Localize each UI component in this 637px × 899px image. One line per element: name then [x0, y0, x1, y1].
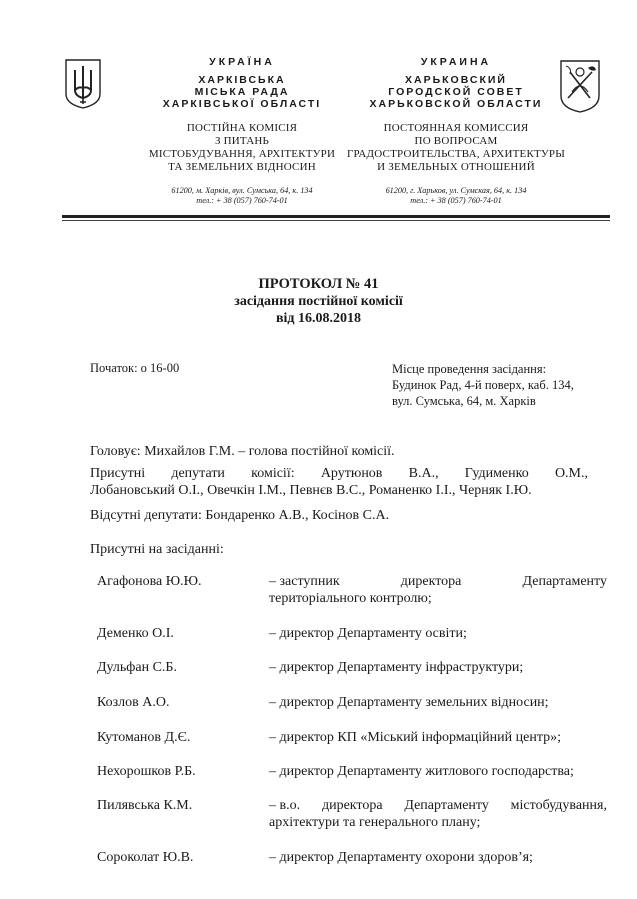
kharkiv-coat-of-arms-icon — [558, 58, 602, 114]
attendee-name: Кутоманов Д.Є. — [97, 730, 191, 745]
attendee-name: Агафонова Ю.Ю. — [97, 574, 202, 589]
attendee-name: Козлов А.О. — [97, 695, 170, 710]
attendee-role: – директор Департаменту житлового господарства; — [269, 764, 574, 779]
document-title — [0, 276, 637, 327]
country-name-ua: УКРАЇНА — [209, 56, 275, 68]
start-time: Початок: о 16-00 — [90, 361, 180, 375]
header-ukrainian — [132, 56, 352, 206]
attendees-heading: Присутні на засіданні: — [90, 542, 224, 557]
present-deputies-line2: Лобановський О.І., Овечкін І.М., Певнєв В.С., Романенко І.І., Черняк І.Ю. — [90, 483, 532, 498]
address-ru: 61200, г. Харьков, ул. Сумская, 64, к. 134 тел.: + 38 (057) 760-74-01 — [385, 186, 527, 205]
attendee-name: Нехорошков Р.Б. — [97, 764, 196, 779]
attendee-name: Дульфан С.Б. — [97, 660, 177, 675]
absent-deputies: Відсутні депутати: Бондаренко А.В., Косінов С.А. — [90, 508, 390, 523]
protocol-date: від 16.08.2018 — [275, 311, 362, 326]
attendee-role: – директор Департаменту земельних відносин; — [269, 695, 549, 710]
header-divider-thick — [62, 215, 610, 218]
protocol-subtitle: засідання постійної комісії — [234, 294, 403, 309]
present-deputies-line1: Присутні депутати комісії: Арутюнов В.А., Гудименко О.М., — [90, 466, 588, 481]
country-name-ru: УКРАИНА — [420, 56, 492, 68]
attendee-role: – директор Департаменту охорони здоров’я; — [269, 850, 533, 865]
header-russian — [346, 56, 566, 206]
council-name-ua: ХАРКІВСЬКА МІСЬКА РАДА ХАРКІВСЬКОЇ ОБЛАСТІ — [162, 74, 322, 110]
chair-line: Головує: Михайлов Г.М. – голова постійної комісії. — [90, 444, 395, 459]
protocol-number: ПРОТОКОЛ № 41 — [258, 276, 379, 292]
attendee-role-continued: архітектури та генерального плану; — [269, 815, 481, 830]
address-ua: 61200, м. Харків, вул. Сумська, 64, к. 134 тел.: + 38 (057) 760-74-01 — [171, 186, 313, 205]
meeting-venue: Місце проведення засідання: Будинок Рад, 4-й поверх, каб. 134, вул. Сумська, 64, м. Харків — [392, 362, 574, 408]
commission-name-ru: ПОСТОЯННАЯ КОМИССИЯ ПО ВОПРОСАМ ГРАДОСТРОИТЕЛЬСТВА, АРХИТЕКТУРЫ И ЗЕМЕЛЬНЫХ ОТНОШЕНИЙ — [346, 122, 566, 173]
attendee-role: – в.о. директора Департаменту містобудування, — [269, 798, 607, 813]
attendee-name: Пилявська К.М. — [97, 798, 193, 813]
council-name-ru: ХАРЬКОВСКИЙ ГОРОДСКОЙ СОВЕТ ХАРЬКОВСКОЙ ОБЛАСТИ — [369, 74, 543, 110]
attendee-role: – заступник директора Департаменту — [269, 574, 607, 589]
header-divider-thin — [62, 220, 610, 221]
attendee-role: – директор Департаменту освіти; — [269, 626, 467, 641]
attendee-role-continued: територіального контролю; — [269, 591, 432, 606]
attendee-name: Сороколат Ю.В. — [97, 850, 194, 865]
attendee-role: – директор КП «Міський інформаційний центр»; — [269, 730, 561, 745]
ukraine-trident-icon — [63, 58, 103, 110]
commission-name-ua: ПОСТІЙНА КОМІСІЯ З ПИТАНЬ МІСТОБУДУВАННЯ, АРХІТЕКТУРИ ТА ЗЕМЕЛЬНИХ ВІДНОСИН — [148, 122, 336, 173]
attendee-name: Деменко О.І. — [97, 626, 174, 641]
attendee-role: – директор Департаменту інфраструктури; — [269, 660, 524, 675]
